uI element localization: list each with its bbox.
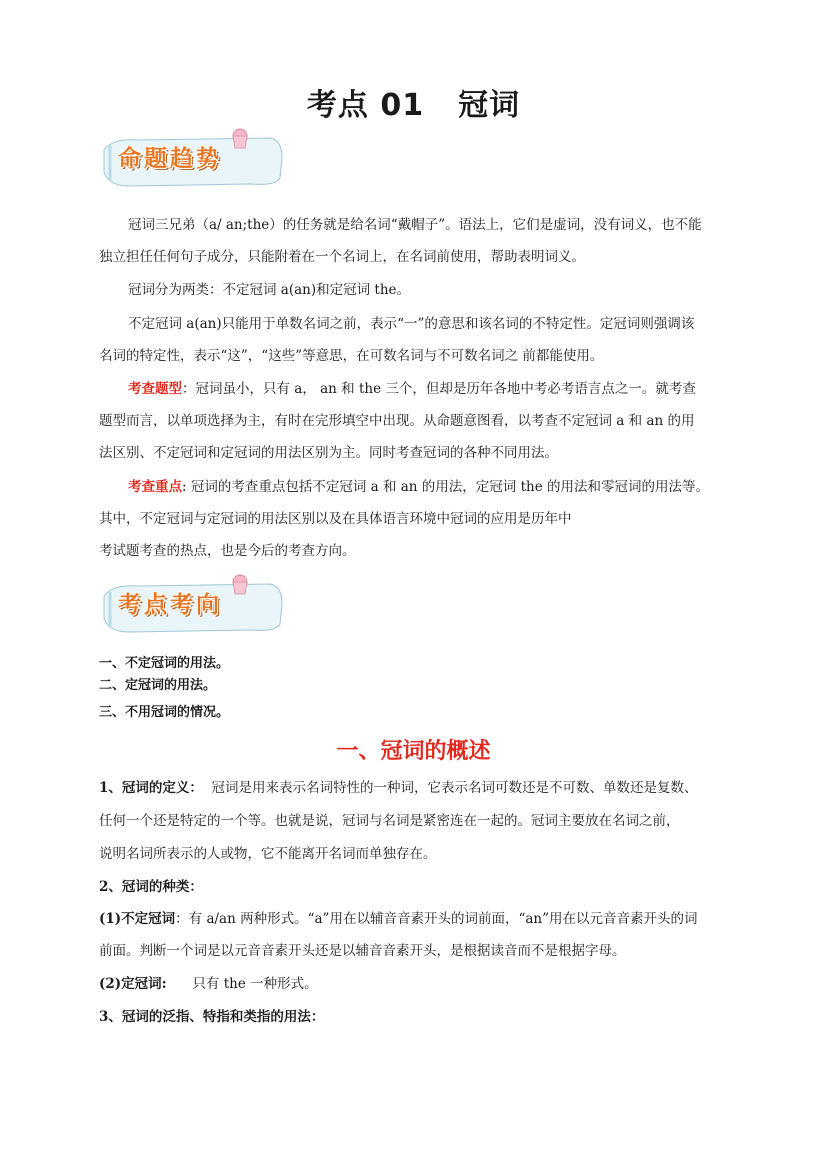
title-topic: 冠词 (458, 88, 521, 123)
intro-p2: 冠词分为两类：不定冠词 a(an)和定冠词 the。 (128, 282, 411, 298)
indefinite-text: ：有 a/an 两种形式。“a”用在以辅音音素开头的词前面，“an”用在以元音音素开头的词 (175, 911, 698, 927)
definition-line3: 说明名词所表示的人或物，它不能离开名词而单独存在。 (99, 846, 437, 862)
title-prefix: 考点 01 (306, 88, 425, 123)
direction-item: 二、定冠词的用法。 (99, 678, 217, 693)
intro-p5-line2: 其中，不定冠词与定冠词的用法区别以及在具体语言环境中冠词的应用是历年中 (99, 511, 572, 527)
banner-trend-label: 命题趋势 (118, 146, 222, 172)
page-title (0, 80, 827, 124)
usage-label: 3、冠词的泛指、特指和类指的用法： (99, 1009, 325, 1025)
intro-p5-line3: 考试题考查的热点，也是今后的考查方向。 (99, 543, 356, 559)
indefinite-line2: 前面。判断一个词是以元音音素开头还是以辅音音素开头，是根据读音而不是根据字母。 (99, 943, 626, 959)
intro-p5-line1 (128, 476, 709, 498)
exam-focus-text: : 冠词的考查重点包括不定冠词 a 和 an 的用法，定冠词 the 的用法和零冠词的用法等。 (182, 479, 709, 495)
definite-label: (2)定冠词: (99, 976, 167, 992)
banner-direction-label: 考点考向 (118, 592, 222, 618)
direction-item: 一、不定冠词的用法。 (99, 656, 230, 671)
definition-label: 1、冠词的定义： (99, 780, 203, 796)
definition-text: 冠词是用来表示名词特性的一种词，它表示名词可数还是不可数、单数还是复数、 (211, 780, 698, 796)
exam-type-label: 考查题型 (128, 381, 182, 397)
exam-focus-label: 考查重点 (128, 479, 182, 495)
intro-p1-line2: 独立担任任何句子成分，只能附着在一个名词上，在名词前使用，帮助表明词义。 (99, 249, 585, 265)
indefinite-line1 (99, 908, 698, 930)
intro-p4-line2: 题型而言，以单项选择为主，有时在完形填空中出现。从命题意图看，以考查不定冠词 a 和 an 的用 (99, 413, 695, 429)
definite-line (99, 973, 318, 995)
definition-line1 (99, 777, 698, 799)
intro-p4-line3: 法区别、不定冠词和定冠词的用法区别为主。同时考查冠词的各种不同用法。 (99, 445, 558, 461)
definition-line2: 任何一个还是特定的一个等。也就是说，冠词与名词是紧密连在一起的。冠词主要放在名词之前， (99, 813, 680, 829)
indefinite-label: (1)不定冠词 (99, 911, 176, 927)
intro-p3-line1: 不定冠词 a(an)只能用于单数名词之前，表示“一”的意思和该名词的不特定性。定冠词则强调该 (128, 316, 695, 332)
kinds-label: 2、冠词的种类： (99, 879, 203, 895)
banner-trend (100, 128, 285, 190)
banner-direction (100, 574, 285, 636)
intro-p3-line2: 名词的特定性，表示“这”，“这些”等意思，在可数名词与不可数名词之 前都能使用。 (99, 348, 604, 364)
intro-p1-line1: 冠词三兄弟（a/ an;the）的任务就是给名词“戴帽子”。语法上，它们是虚词，没有词义，也不能 (128, 217, 702, 233)
section-heading: 一、冠词的概述 (336, 739, 491, 764)
direction-item: 三、不用冠词的情况。 (99, 705, 230, 720)
exam-type-text: ：冠词虽小，只有 a， an 和 the 三个，但却是历年各地中考必考语言点之一。就考查 (182, 381, 696, 397)
intro-p4-line1 (128, 378, 696, 400)
definite-text: 只有 the 一种形式。 (192, 976, 318, 992)
